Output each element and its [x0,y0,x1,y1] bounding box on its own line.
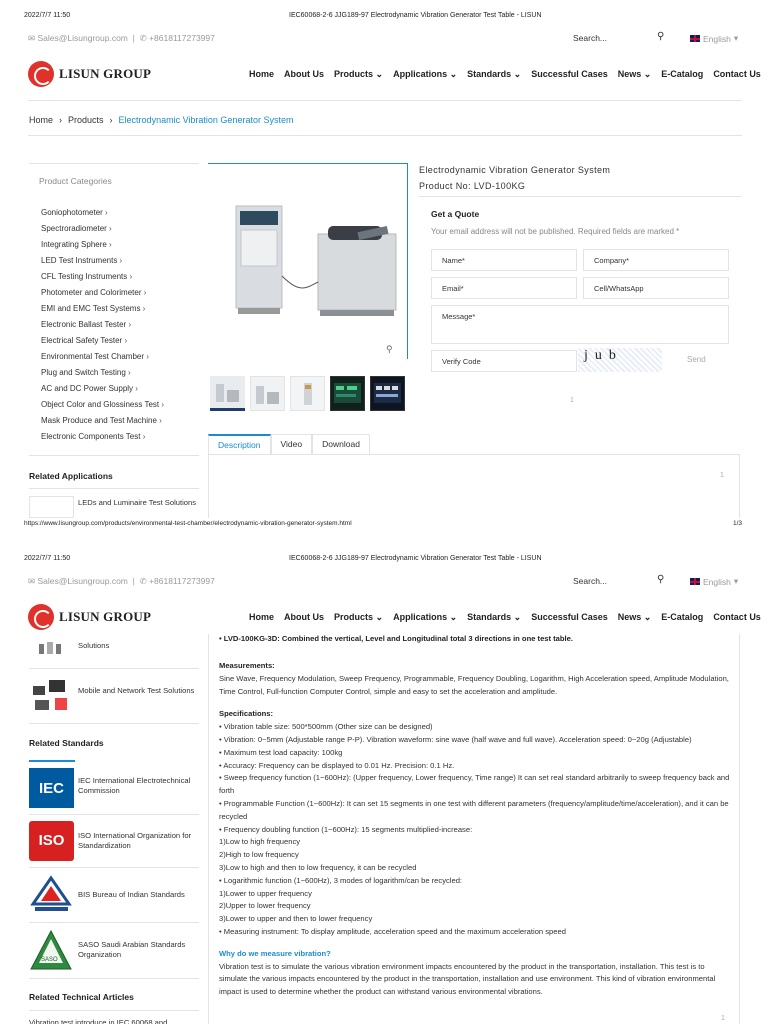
contact-bar [28,576,215,587]
thumbnail-4[interactable] [330,376,365,411]
category-item[interactable]: Photometer and Colorimeter › [41,285,164,301]
print-doc-title: IEC60068-2-6 JJG189-97 Electrodynamic Vibration Generator Test Table - LISUN [289,555,542,562]
related-app-link[interactable]: LEDs and Luminaire Test Solutions [78,498,197,507]
cell-field[interactable]: Cell/WhatsApp [583,277,729,299]
language-label: English [703,33,731,44]
zoom-icon[interactable]: ⚲ [386,344,393,354]
pager-number: 1 [570,397,574,404]
captcha-image[interactable]: j u b [578,348,662,372]
thumbnail-1[interactable] [210,376,245,411]
chevron-right-icon: › [109,115,113,125]
product-image [208,164,408,360]
divider [419,196,741,197]
tab-panel [208,454,740,518]
related-app-link[interactable]: Solutions [78,641,110,650]
nav-contact[interactable]: Contact Us [713,69,761,79]
print-datetime: 2022/7/7 11:50 [24,12,71,19]
logo-mark-icon [28,604,54,630]
category-item[interactable]: Spectroradiometer › [41,221,164,237]
related-app-link[interactable]: Mobile and Network Test Solutions [78,686,195,695]
nav-standards[interactable]: Standards ⌄ [467,612,522,622]
language-select[interactable] [690,33,738,44]
caret-down-icon: ▾ [733,576,739,586]
iec-logo[interactable]: IEC [29,768,74,808]
breadcrumb [29,115,293,125]
divider [29,723,199,724]
email-link[interactable]: Sales@Lisungroup.com [37,576,128,586]
measurements-title: Measurements: [219,661,275,670]
tab-video[interactable]: Video [271,434,313,454]
thumbnail-2[interactable] [250,376,285,411]
app-thumbnail[interactable] [29,676,74,716]
nav-cases[interactable]: Successful Cases [531,612,608,622]
category-item[interactable]: Plug and Switch Testing › [41,365,164,381]
spec-line: • Vibration table size: 500*500mm (Other size can be designed) [219,722,433,732]
spec-line: • Measuring instrument: To display amplitude, acceleration speed and the maximum acceleration speed [219,926,566,936]
category-item[interactable]: AC and DC Power Supply › [41,381,164,397]
standard-link[interactable]: IEC International Electrotechnical Commission [78,776,191,795]
specifications-title: Specifications: [219,709,274,719]
whatsapp-icon: ✆ [139,33,147,43]
categories-title: Product Categories [39,176,112,186]
uk-flag-icon [690,35,700,42]
email-field[interactable]: Email* [431,277,577,299]
tab-description[interactable]: Description [208,434,271,454]
brand-logo[interactable] [28,61,151,87]
category-item[interactable]: Goniophotometer › [41,205,164,221]
spec-line: 1)Lower to upper frequency [219,888,312,898]
divider [28,135,742,136]
product-image-frame[interactable] [208,163,408,359]
caret-down-icon: ▾ [733,33,739,43]
nav-products[interactable]: Products ⌄ [334,612,384,622]
thumbnail-5[interactable] [370,376,405,411]
why-measure-text: Vibration test is to simulate the various vibration environment impacts encountered by the product in the transportation, installation. This test is to simulate the various impacts encountered by the product in the transportation, installation and use environment. This kind of vibration environmental impact is used to determine whether the product can withstand various environmental vibrations. [219,961,716,997]
product-title: Electrodynamic Vibration Generator System [419,165,611,175]
cut-off-line: • LVD-100KG-3D: Combined the vertical, Level and Longitudinal total 3 directions in one test table. [219,634,573,643]
divider [29,455,199,456]
pager-number: 1 [720,472,724,479]
divider [29,668,199,669]
divider [29,1010,199,1011]
phone-link[interactable]: +8618117273997 [149,33,215,43]
divider [29,814,199,815]
category-item[interactable]: Integrating Sphere › [41,237,164,253]
spec-line: 3)Lower to upper and then to lower frequency [219,914,373,924]
brand-name: LISUN GROUP [59,609,152,624]
category-item[interactable]: Electronic Components Test › [41,429,164,445]
main-nav [249,69,761,80]
why-measure-heading: Why do we measure vibration? [219,948,331,958]
category-item[interactable]: Electrical Safety Tester › [41,333,164,349]
spec-line: 1)Low to high frequency [219,837,301,847]
spec-line: • Accuracy: Frequency can be displayed to 0.01 Hz. Precision: 0.1 Hz. [219,760,455,770]
message-field[interactable]: Message* [431,305,729,344]
standard-link[interactable]: ISO International Organization for Standardization [78,831,192,850]
category-item[interactable]: Object Color and Glossiness Test › [41,397,164,413]
breadcrumb-products[interactable]: Products [68,115,104,125]
print-footer-page: 1/3 [733,520,743,527]
measurements-text: Sine Wave, Frequency Modulation, Sweep Frequency, Programmable, Frequency Doubling, Logarithm, High Acceleration speed, Amplitude Modulation, Time Control, Full-function Computer Control, simple and easy to set the acceleration and amplitude. [219,673,729,696]
app-thumbnail[interactable] [29,496,74,518]
product-thumbnails [210,376,405,411]
search-icon[interactable]: ⚲ [657,31,665,42]
spec-line: 2)Upper to lower frequency [219,901,311,911]
print-footer-url: https://www.lisungroup.com/products/environmental-test-chamber/electrodynamic-vibration-generator-system.html [24,520,352,527]
spec-line: 3)Low to high and then to low frequency, it can be recycled [219,862,417,872]
saso-logo[interactable] [29,929,74,971]
nav-ecatalog[interactable]: E-Catalog [661,69,704,79]
language-label: English [703,576,731,587]
nav-about[interactable]: About Us [284,69,325,79]
search-input[interactable]: Search... [573,33,608,43]
category-item[interactable]: Environmental Test Chamber › [41,349,164,365]
category-item[interactable]: Mask Produce and Test Machine › [41,413,164,429]
nav-contact[interactable]: Contact Us [713,612,761,622]
product-number: Product No: LVD-100KG [419,181,526,191]
language-select[interactable] [690,576,738,587]
logo-mark-icon [28,61,54,87]
pager-number: 1 [721,1015,725,1022]
name-field[interactable]: Name* [431,249,577,271]
divider [29,867,199,868]
print-doc-title: IEC60068-2-6 JJG189-97 Electrodynamic Vibration Generator Test Table - LISUN [289,12,542,19]
title-underline [29,760,75,762]
nav-standards[interactable]: Standards ⌄ [467,69,522,79]
spec-line: • Vibration: 0~5mm (Adjustable range P-P). Vibration waveform: sine wave (half wave and full wave). Acceleration speed: 0~20g (Adjustable) [219,734,692,744]
divider [29,978,199,979]
spec-line: • Programmable Function (1~600Hz): It can set 15 segments in one test with different parameters (frequency/amplitude/time/acceleration), and it can be recycled [219,798,729,821]
whatsapp-icon: ✆ [139,576,147,586]
category-item[interactable]: Electronic Ballast Tester › [41,317,164,333]
brand-name: LISUN GROUP [59,66,152,81]
main-nav [249,612,761,623]
divider [29,922,199,923]
nav-applications[interactable]: Applications ⌄ [393,69,458,79]
nav-cases[interactable]: Successful Cases [531,69,608,79]
related-apps-title: Related Applications [29,471,113,481]
breadcrumb-home[interactable]: Home [29,115,54,125]
uk-flag-icon [690,578,700,585]
category-item[interactable]: CFL Testing Instruments › [41,269,164,285]
saso-logo-text: SASO [41,957,58,963]
quote-note: Your email address will not be published. Required fields are marked * [431,227,680,236]
nav-products[interactable]: Products ⌄ [334,69,384,79]
mail-icon: ✉ [28,576,36,586]
thumbnail-3[interactable] [290,376,325,411]
tab-download[interactable]: Download [312,434,370,454]
chevron-right-icon: › [59,115,63,125]
send-button[interactable]: Send [687,355,706,364]
nav-home[interactable]: Home [249,69,275,79]
breadcrumb-current[interactable]: Electrodynamic Vibration Generator System [118,115,294,125]
related-standards-title: Related Standards [29,738,104,748]
nav-news[interactable]: News ⌄ [617,612,652,622]
spec-line: • Logarithmic function (1~600Hz), 3 modes of logarithm/can be recycled: [219,875,463,885]
print-datetime: 2022/7/7 11:50 [24,555,71,562]
spec-line: 2)High to low frequency [219,850,299,860]
spec-line: • Frequency doubling function (1~600Hz): 15 segments multiplied-increase: [219,824,473,834]
standard-link[interactable]: SASO Saudi Arabian Standards Organization [78,940,186,959]
category-item[interactable]: EMI and EMC Test Systems › [41,301,164,317]
nav-ecatalog[interactable]: E-Catalog [661,612,704,622]
bis-logo[interactable] [29,874,74,916]
search-input[interactable]: Search... [573,576,608,586]
category-list [41,205,164,445]
email-link[interactable]: Sales@Lisungroup.com [37,33,128,43]
mail-icon: ✉ [28,33,36,43]
brand-logo[interactable] [28,604,151,630]
spec-line: • Maximum test load capacity: 100kg [219,747,343,757]
related-articles-title: Related Technical Articles [29,992,134,1002]
contact-bar [28,33,215,44]
product-tabs [208,434,370,454]
nav-about[interactable]: About Us [284,612,325,622]
iso-logo[interactable]: ISO [29,821,74,861]
separator: | [130,33,138,43]
nav-applications[interactable]: Applications ⌄ [393,612,458,622]
divider [29,488,199,489]
verify-code-field[interactable]: Verify Code [431,350,577,372]
separator: | [130,576,138,586]
description-body [219,660,731,999]
nav-home[interactable]: Home [249,612,275,622]
company-field[interactable]: Company* [583,249,729,271]
app-thumbnail[interactable] [29,636,74,664]
standard-link[interactable]: BIS Bureau of Indian Standards [78,890,185,899]
spec-line: • Sweep frequency function (1~600Hz): (Upper frequency, Lower frequency, Time range) It can set real standard arbitrarily to sweep frequency back and forth [219,773,730,796]
nav-news[interactable]: News ⌄ [617,69,652,79]
description-panel [208,634,740,1024]
phone-link[interactable]: +8618117273997 [149,576,215,586]
article-link[interactable]: Vibration test introduce in IEC 60068 and [29,1018,168,1024]
search-icon[interactable]: ⚲ [657,574,665,585]
quote-title: Get a Quote [431,209,480,219]
divider [28,100,742,101]
category-item[interactable]: LED Test Instruments › [41,253,164,269]
